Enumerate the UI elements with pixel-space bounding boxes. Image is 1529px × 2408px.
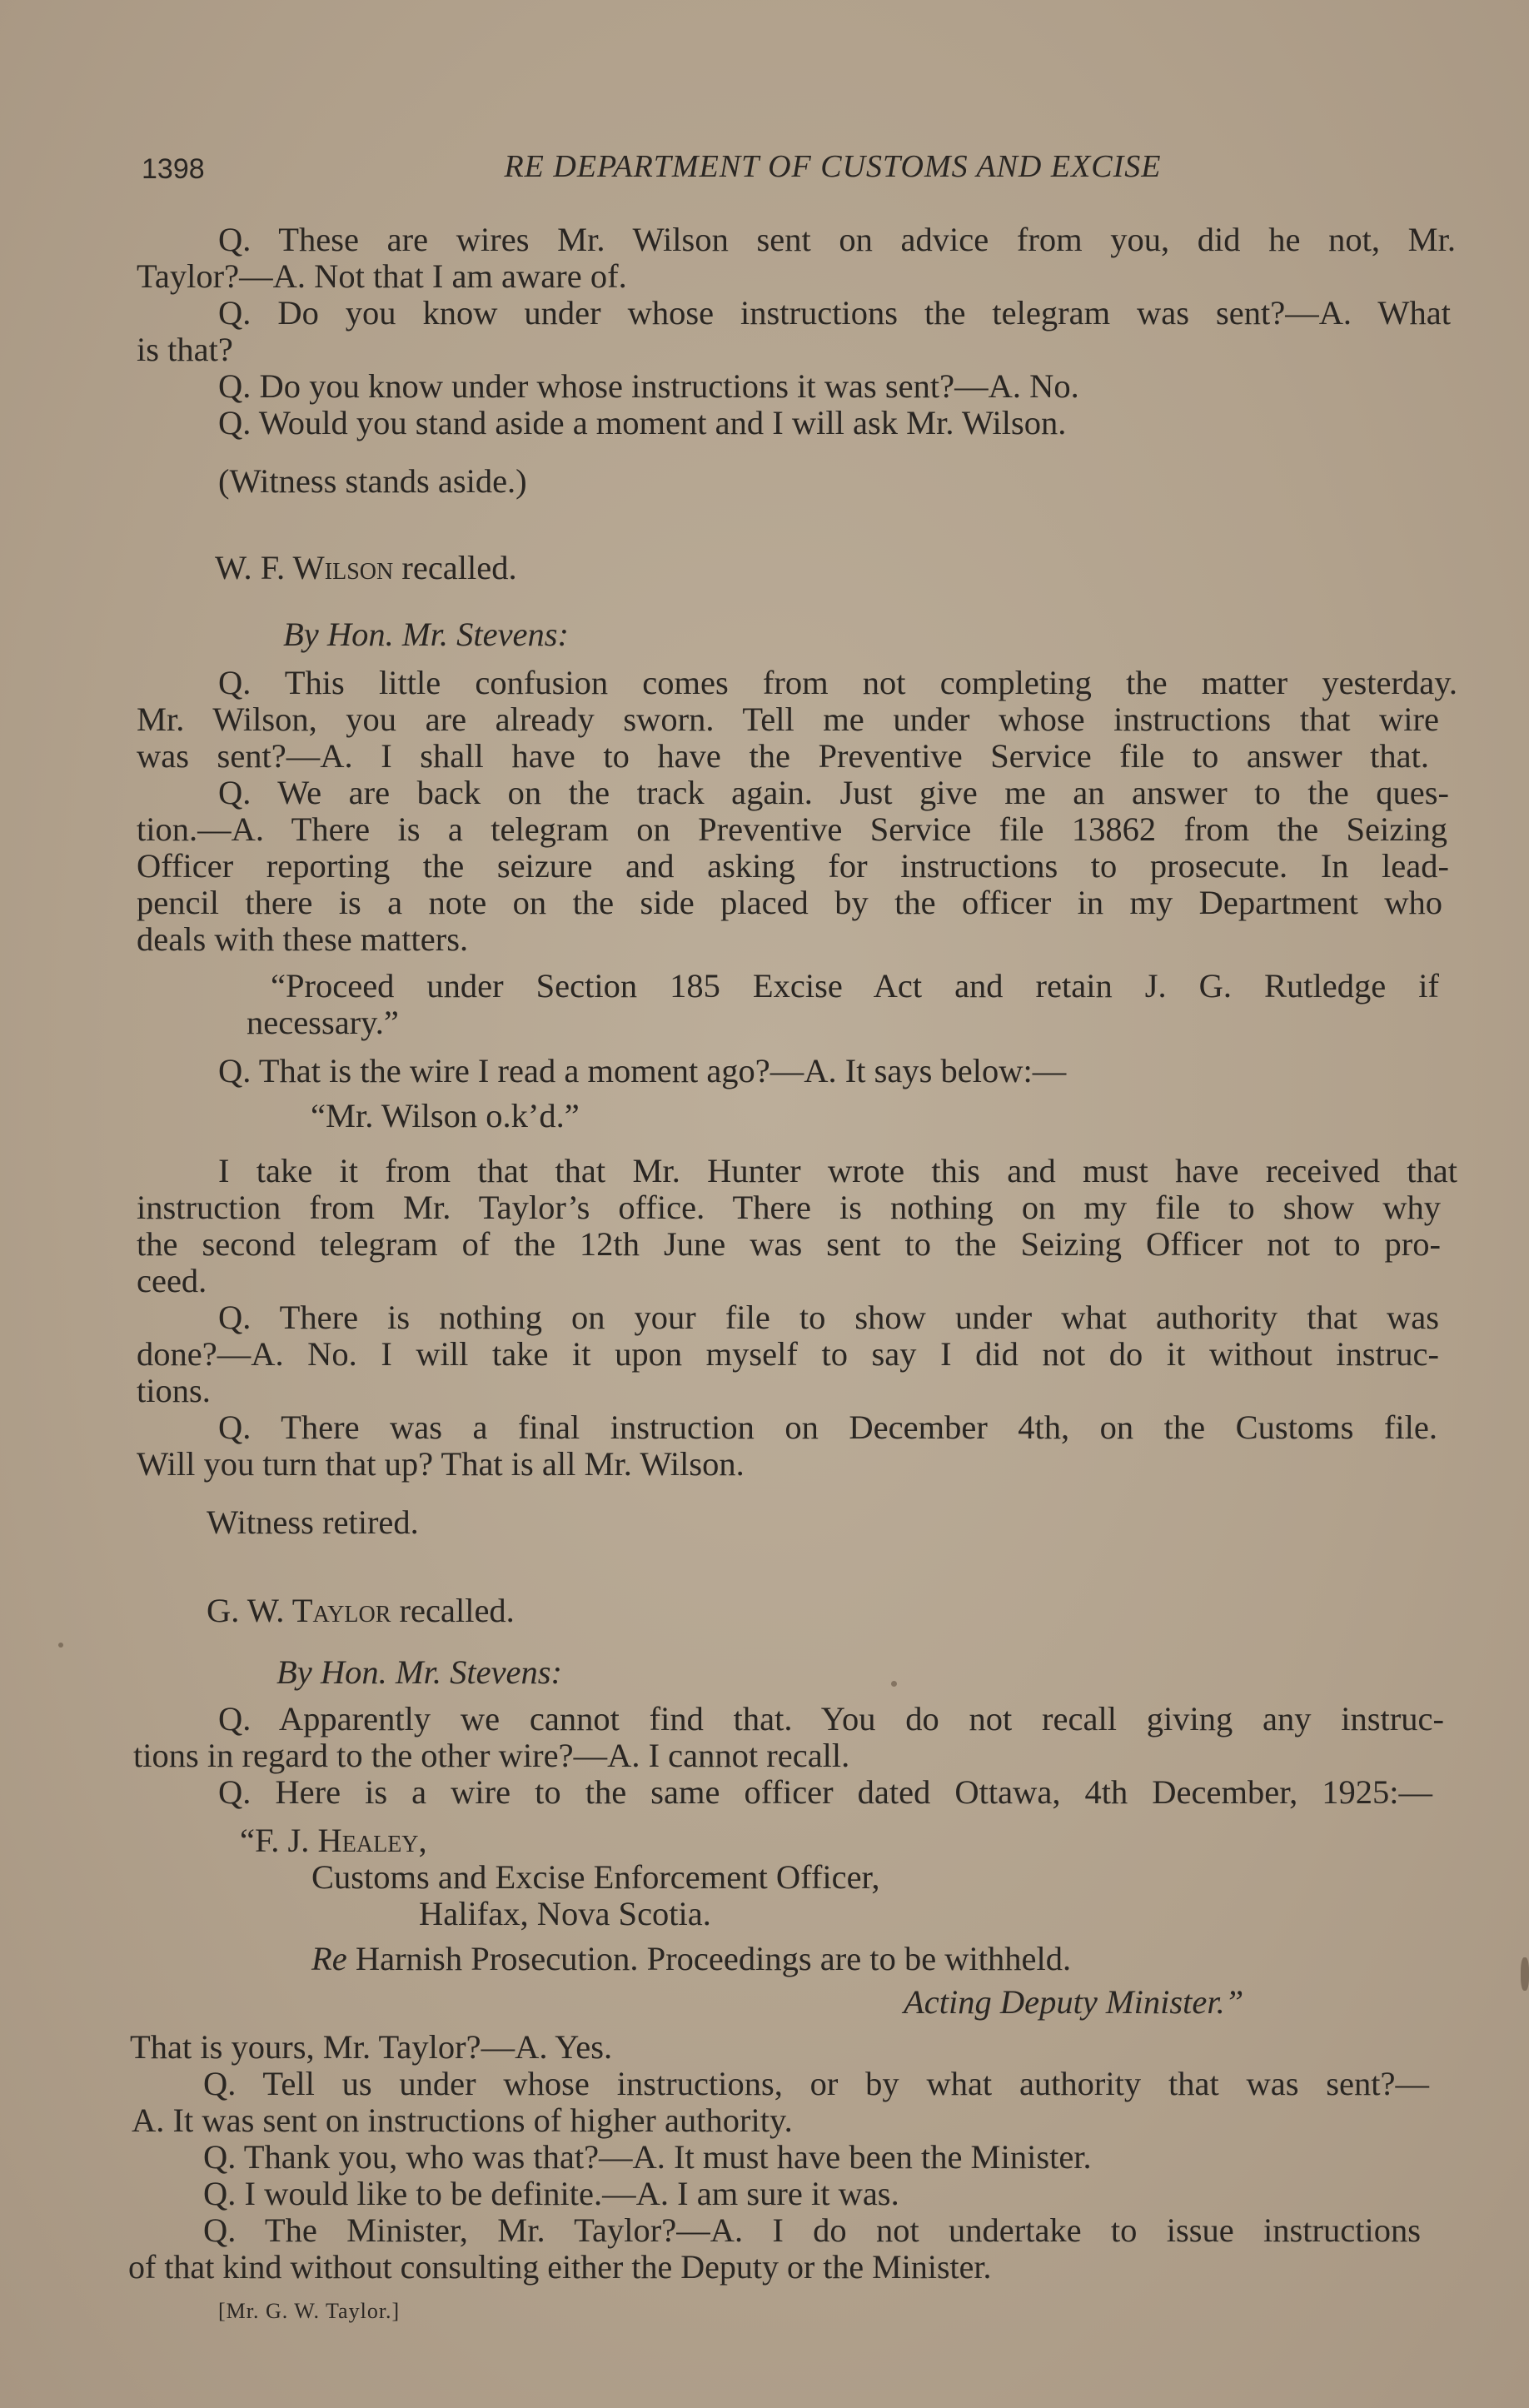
witness-recalled: W. F. Wilson recalled. (215, 549, 517, 586)
text-line: Q. That is the wire I read a moment ago?—A. It says below:— (218, 1052, 1067, 1089)
telegram-addressee: “F. J. Healey, (240, 1822, 427, 1859)
text-line: Will you turn that up? That is all Mr. Wilson. (137, 1445, 745, 1483)
text-line: Q. Here is a wire to the same officer dated Ottawa, 4th December, 1925:— (218, 1773, 1432, 1811)
text-line: is that? (137, 331, 233, 368)
running-head: RE DEPARTMENT OF CUSTOMS AND EXCISE (504, 149, 1162, 184)
text-line: tions. (137, 1372, 211, 1409)
text-line: Q. Apparently we cannot find that. You do not recall giving any instruc- (218, 1700, 1444, 1737)
text-line: ceed. (137, 1262, 207, 1299)
text-line: Taylor?—A. Not that I am aware of. (137, 257, 627, 295)
text-line: instruction from Mr. Taylor’s office. There is nothing on my file to show why (137, 1189, 1441, 1226)
stage-direction: Witness retired. (207, 1503, 419, 1541)
stage-direction: (Witness stands aside.) (218, 462, 527, 500)
text-line: the second telegram of the 12th June was sent to the Seizing Officer not to pro- (137, 1225, 1441, 1263)
text-line: Q. We are back on the track again. Just give me an answer to the ques- (218, 774, 1449, 811)
page-header (133, 148, 1457, 198)
text-line: Q. Thank you, who was that?—A. It must have been the Minister. (203, 2138, 1092, 2176)
text-line: Q. Tell us under whose instructions, or by what authority that was sent?— (203, 2065, 1429, 2102)
examiner-heading: By Hon. Mr. Stevens: (276, 1653, 563, 1691)
text-line: Q. This little confusion comes from not completing the matter yesterday. (218, 664, 1457, 701)
text-line: That is yours, Mr. Taylor?—A. Yes. (130, 2028, 613, 2066)
paper-speck (891, 1681, 897, 1687)
quoted-line: “Proceed under Section 185 Excise Act and retain J. G. Rutledge if (271, 967, 1439, 1005)
witness-name: W. F. Wilson (215, 549, 394, 586)
witness-recalled: G. W. Taylor recalled. (207, 1592, 515, 1629)
text-line: Q. I would like to be definite.—A. I am sure it was. (203, 2175, 899, 2212)
paper-edge-mark (1521, 1957, 1529, 1991)
quoted-line: necessary.” (247, 1004, 399, 1041)
text-line: tion.—A. There is a telegram on Preventive Service file 13862 from the Seizing (137, 810, 1447, 848)
text-line: deals with these matters. (137, 920, 469, 958)
speaker-footer: [Mr. G. W. Taylor.] (218, 2299, 401, 2323)
text-line: tions in regard to the other wire?—A. I cannot recall. (133, 1737, 850, 1774)
text-line: Q. Would you stand aside a moment and I will ask Mr. Wilson. (218, 404, 1067, 441)
telegram-line: Halifax, Nova Scotia. (419, 1895, 711, 1932)
text-line: A. It was sent on instructions of higher authority. (132, 2101, 793, 2139)
text-line: Q. The Minister, Mr. Taylor?—A. I do not undertake to issue instructions (203, 2211, 1421, 2249)
telegram-signature: Acting Deputy Minister.” (904, 1983, 1244, 2021)
text-line: done?—A. No. I will take it upon myself to say I did not do it without instruc- (137, 1335, 1439, 1373)
text-line: of that kind without consulting either the Deputy or the Minister. (128, 2248, 992, 2286)
text-line: Officer reporting the seizure and asking for instructions to prosecute. In lead- (137, 847, 1449, 885)
text-line: Mr. Wilson, you are already sworn. Tell me under whose instructions that wire (137, 700, 1439, 738)
text-line: I take it from that that Mr. Hunter wrote this and must have received that (218, 1152, 1457, 1189)
examiner-heading: By Hon. Mr. Stevens: (283, 616, 570, 653)
text-line: Q. Do you know under whose instructions the telegram was sent?—A. What (218, 294, 1451, 332)
text-line: Q. There was a final instruction on December 4th, on the Customs file. (218, 1408, 1437, 1446)
telegram-line: Re Harnish Prosecution. Proceedings are to be withheld. (311, 1940, 1072, 1977)
quoted-line: “Mr. Wilson o.k’d.” (311, 1097, 580, 1134)
text-line: Q. Do you know under whose instructions it was sent?—A. No. (218, 367, 1079, 405)
text-line: was sent?—A. I shall have to have the Preventive Service file to answer that. (137, 737, 1429, 775)
page-number: 1398 (142, 153, 205, 185)
text-line: pencil there is a note on the side placed by the officer in my Department who (137, 884, 1442, 921)
text-line: Q. These are wires Mr. Wilson sent on advice from you, did he not, Mr. (218, 221, 1456, 258)
witness-name: G. W. Taylor (207, 1592, 391, 1629)
text-line: Q. There is nothing on your file to show under what authority that was (218, 1299, 1439, 1336)
telegram-line: Customs and Excise Enforcement Officer, (311, 1858, 880, 1896)
paper-speck (58, 1643, 63, 1648)
